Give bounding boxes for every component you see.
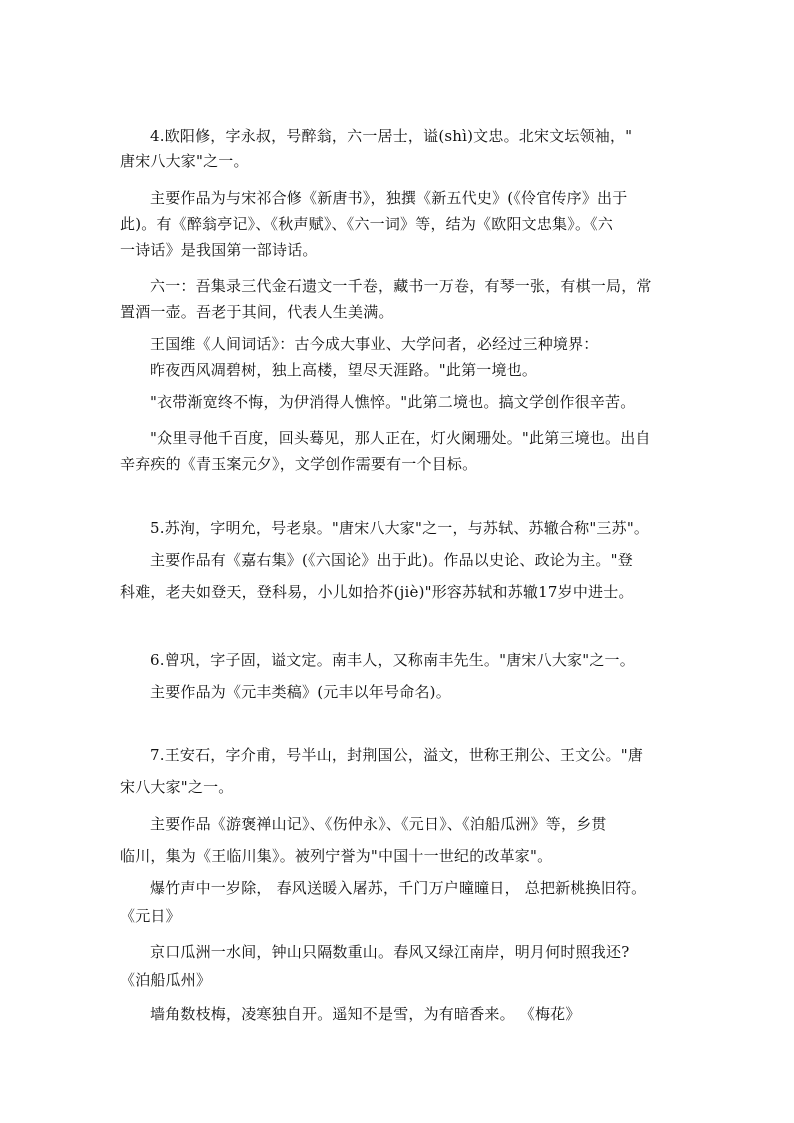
ouyang-line-11: "众里寻他千百度，回头蓦见，那人正在，灯火阑珊处。"此第三境也。出自: [150, 429, 651, 447]
suxun-line-2: 主要作品有《嘉右集》(《六国论》出于此)。作品以史论、政论为主。"登: [150, 551, 633, 569]
ouyang-line-12: 辛弃疾的《青玉案元夕》，文学创作需要有一个目标。: [120, 455, 478, 473]
wanganshi-line-8: 《泊船瓜州》: [120, 971, 212, 989]
wanganshi-line-5: 爆竹声中一岁除， 春风送暖入屠苏，千门万户曈曈日， 总把新桃换旧符。: [150, 879, 647, 897]
wanganshi-line-4: 临川，集为《王临川集》。被列宁誉为"中国十一世纪的改革家"。: [120, 847, 553, 865]
ouyang-line-2: 唐宋八大家"之一。: [120, 152, 249, 170]
ouyang-line-9: 昨夜西风凋碧树，独上高楼，望尽天涯路。"此第一境也。: [150, 361, 538, 379]
zenggong-line-1: 6.曾巩，字子固，谥文定。南丰人，又称南丰先生。"唐宋八大家"之一。: [150, 651, 635, 669]
ouyang-line-5: 一诗话》是我国第一部诗话。: [120, 241, 318, 259]
wanganshi-line-1: 7.王安石，字介甫，号半山，封荆国公，溢文，世称王荆公、王文公。"唐: [150, 746, 644, 764]
ouyang-line-3: 主要作品为与宋祁合修《新唐书》，独撰《新五代史》(《伶官传序》出于: [150, 189, 628, 207]
ouyang-line-10: "衣带渐宽终不悔，为伊消得人憔悴。"此第二境也。搞文学创作很辛苦。: [150, 393, 636, 411]
wanganshi-line-3: 主要作品《游褒禅山记》、《伤仲永》、《元日》、《泊船瓜洲》等，乡贯: [150, 815, 607, 833]
suxun-line-1: 5.苏洵，字明允，号老泉。"唐宋八大家"之一，与苏轼、苏辙合称"三苏"。: [150, 519, 650, 537]
wanganshi-line-9: 墙角数枝梅，凌寒独自开。遥知不是雪，为有暗香来。 《梅花》: [150, 1005, 581, 1023]
ouyang-line-4: 此)。有《醉翁亭记》、《秋声赋》、《六一词》等，结为《欧阳文忠集》。《六: [120, 215, 614, 233]
wanganshi-line-6: 《元日》: [120, 907, 181, 925]
ouyang-line-1: 4.欧阳修，字永叔，号醉翁，六一居士，谥(shì)文忠。北宋文坛领袖，": [150, 127, 633, 145]
zenggong-line-2: 主要作品为《元丰类稿》(元丰以年号命名)。: [150, 683, 451, 701]
wanganshi-line-7: 京口瓜洲一水间，钟山只隔数重山。春风又绿江南岸，明月何时照我还?: [150, 943, 630, 961]
ouyang-line-6: 六一：吾集录三代金石遗文一千卷，藏书一万卷，有琴一张，有棋一局，常: [150, 277, 652, 295]
suxun-line-3: 科难，老夫如登天，登科易，小儿如拾芥(jiè)"形容苏轼和苏辙17岁中进士。: [120, 583, 634, 601]
wanganshi-line-2: 宋八大家"之一。: [120, 778, 234, 796]
ouyang-line-7: 置酒一壶。吾老于其间，代表人生美满。: [120, 303, 394, 321]
ouyang-line-8: 王国维《人间词话》：古今成大事业、大学问者，必经过三种境界：: [150, 335, 599, 353]
